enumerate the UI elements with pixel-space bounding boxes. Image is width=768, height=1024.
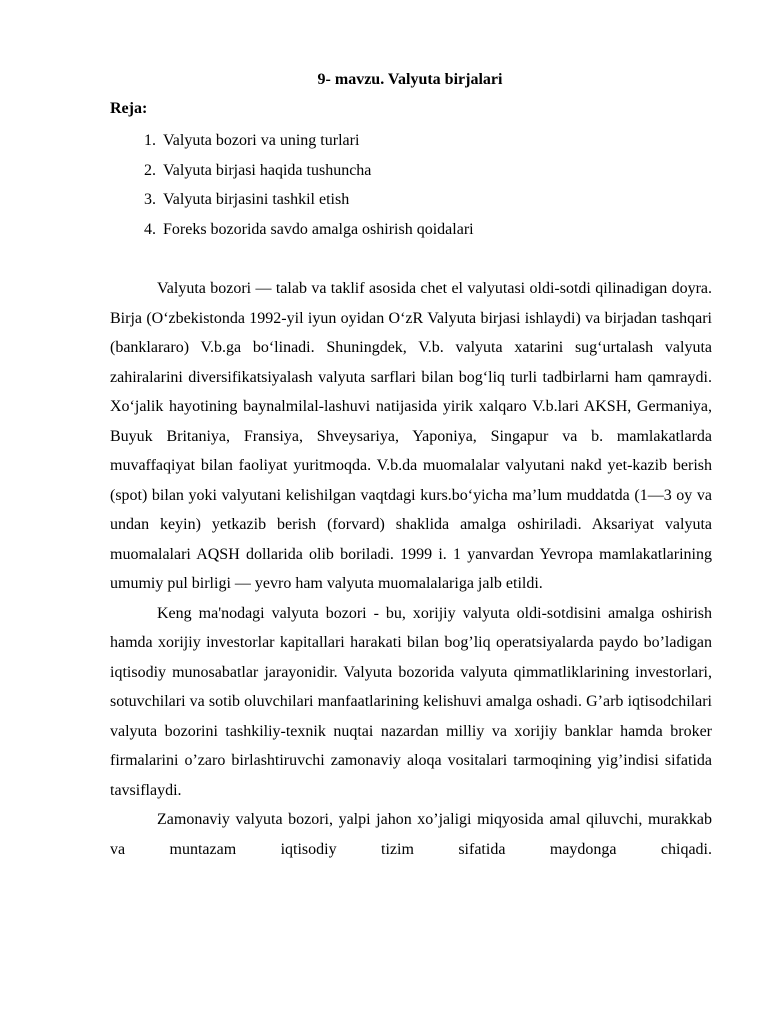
plan-item-number: 3. (144, 191, 156, 208)
plan-item (110, 185, 474, 215)
paragraph: Zamonaviy valyuta bozori, yalpi jahon xo’jaligi miqyosida amal qiluvchi, murakkab va muntazam iqtisodiy tizim sifatida maydonga chiqadi. (110, 811, 712, 858)
plan-item-number: 4. (144, 220, 156, 238)
paragraph: Keng ma'nodagi valyuta bozori - bu, xorijiy valyuta oldi-sotdisini amalga oshirish hamda xorijiy investorlar kapitallari harakati bilan bog’liq operatsiyalarda paydo bo’ladigan iqtisodiy munosabatlar jarayonidir. Valyuta bozorida valyuta qimmatliklarining investorlari, sotuvchilari va sotib oluvchilari manfaatlarining kelishuvi amalga oshadi. G’arb iqtisodchilari valyuta bozorini tashkiliy-texnik nuqtai nazardan milliy va xorijiy banklar hamda broker firmalarini o’zaro birlashtiruvchi zamonaviy aloqa vositalari tarmoqining yig’indisi sifatida tavsiflaydi. (110, 604, 712, 799)
plan-list (110, 126, 474, 244)
plan-item (110, 126, 474, 156)
document-title: 9- mavzu. Valyuta birjalari (317, 71, 503, 88)
plan-item-number: 2. (144, 161, 156, 179)
body-text (110, 274, 712, 864)
plan-item-text: Valyuta birjasini tashkil etish (163, 191, 350, 208)
plan-item (110, 215, 474, 245)
paragraph: Valyuta bozori — talab va taklif asosida chet el valyutasi oldi-sotdi qilinadigan doyra. Birja (O‘zbekistonda 1992-yil iyun oyidan O‘zR Valyuta birjasi ishlaydi) va birjadan tashqari (banklararo) V.b.ga bo‘linadi. Shuningdek, V.b. valyuta xatarini sug‘urtalash valyuta zahiralarini diversifikatsiyalash valyuta sarflari bilan bog‘liq turli tadbirlarni ham qamraydi. Xo‘jalik hayotining baynalmilal-lashuvi natijasida yirik xalqaro V.b.lari AKSH, Germaniya, Buyuk Britaniya, Fransiya, Shveysariya, Yaponiya, Singapur va b. mamlakatlarda muvaffaqiyat bilan faoliyat yuritmoqda. V.b.da muomalalar valyutani nakd yet-kazib berish (spot) bilan yoki valyutani kelishilgan vaqtdagi kurs.bo‘yicha ma’lum muddatda (1—3 oy va undan keyin) yetkazib berish (forvard) shaklida amalga oshiriladi. Aksariyat valyuta muomalalari AQSH dollarida olib boriladi. 1999 i. 1 yanvardan Yevropa mamlakatlarining umumiy pul birligi — yevro ham valyuta muomalalariga jalb etildi. (110, 280, 712, 592)
plan-item-text: Valyuta bozori va uning turlari (163, 132, 360, 149)
plan-item-text: Valyuta birjasi haqida tushuncha (163, 161, 372, 179)
plan-item-text: Foreks bozorida savdo amalga oshirish qoidalari (163, 220, 474, 238)
plan-label: Reja: (110, 100, 148, 117)
plan-item-number: 1. (144, 132, 156, 149)
plan-item (110, 156, 474, 186)
